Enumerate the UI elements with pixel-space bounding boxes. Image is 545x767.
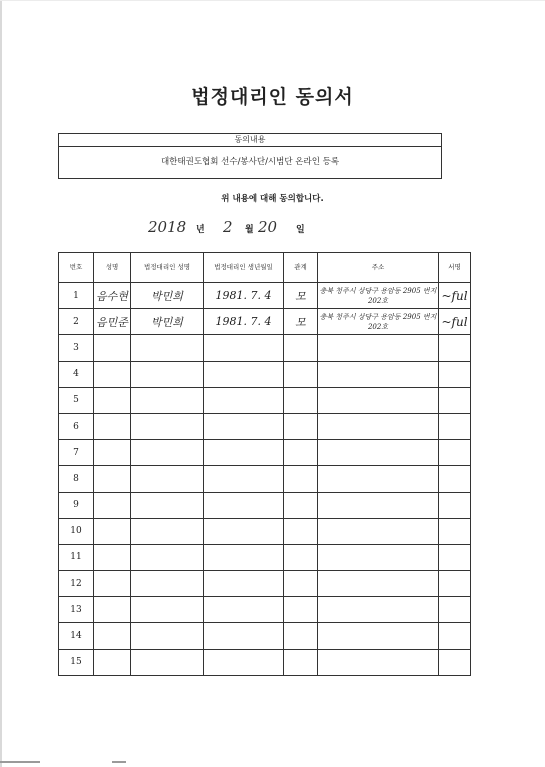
cell-birth: 1981. 7. 4 xyxy=(204,309,284,335)
cell-name xyxy=(94,361,131,387)
cell-name xyxy=(94,492,131,518)
cell-birth xyxy=(204,335,284,361)
cell-guardian xyxy=(131,544,204,570)
cell-guardian xyxy=(131,466,204,492)
cell-relation xyxy=(284,492,318,518)
date-day: 20 xyxy=(258,218,278,236)
cell-signature xyxy=(439,387,471,413)
cell-relation xyxy=(284,544,318,570)
cell-name xyxy=(94,466,131,492)
date-month-unit: 월 xyxy=(245,225,254,235)
scan-bottom-marks xyxy=(0,757,545,767)
cell-relation xyxy=(284,335,318,361)
cell-signature xyxy=(439,597,471,623)
cell-birth xyxy=(204,623,284,649)
cell-no: 4 xyxy=(59,361,94,387)
cell-address xyxy=(318,440,439,466)
cell-address xyxy=(318,518,439,544)
cell-relation xyxy=(284,440,318,466)
date-line xyxy=(148,218,408,240)
cell-no: 2 xyxy=(59,309,94,335)
header-address: 주소 xyxy=(318,253,439,283)
cell-relation xyxy=(284,361,318,387)
cell-guardian xyxy=(131,361,204,387)
cell-address: 충북 청주시 상당구 용암동 2905 번지 202호 xyxy=(318,283,439,309)
cell-relation: 모 xyxy=(284,283,318,309)
cell-address xyxy=(318,361,439,387)
cell-address xyxy=(318,571,439,597)
cell-address xyxy=(318,335,439,361)
cell-signature xyxy=(439,492,471,518)
cell-relation xyxy=(284,597,318,623)
table-row xyxy=(59,440,471,466)
cell-birth xyxy=(204,361,284,387)
cell-relation: 모 xyxy=(284,309,318,335)
cell-guardian xyxy=(131,492,204,518)
consent-body: 대한태권도협회 선수/봉사단/시범단 온라인 등록 xyxy=(160,157,340,167)
table-header-row xyxy=(59,253,471,283)
cell-no: 14 xyxy=(59,623,94,649)
document-title: 법정대리인 동의서 xyxy=(191,86,354,108)
cell-name xyxy=(94,335,131,361)
cell-no: 3 xyxy=(59,335,94,361)
table-row xyxy=(59,623,471,649)
table-row xyxy=(59,518,471,544)
cell-guardian xyxy=(131,387,204,413)
cell-guardian xyxy=(131,623,204,649)
cell-birth xyxy=(204,597,284,623)
cell-signature: ~ful xyxy=(439,283,471,309)
scan-edge-left xyxy=(0,0,2,767)
cell-name xyxy=(94,518,131,544)
header-relation: 관계 xyxy=(284,253,318,283)
cell-name: 음수현 xyxy=(94,283,131,309)
cell-signature xyxy=(439,649,471,675)
cell-no: 15 xyxy=(59,649,94,675)
table-row xyxy=(59,597,471,623)
cell-name xyxy=(94,440,131,466)
cell-birth xyxy=(204,440,284,466)
table-row xyxy=(59,413,471,439)
cell-name xyxy=(94,597,131,623)
cell-guardian xyxy=(131,649,204,675)
cell-relation xyxy=(284,571,318,597)
cell-birth xyxy=(204,518,284,544)
cell-name xyxy=(94,571,131,597)
cell-guardian: 박민희 xyxy=(131,283,204,309)
cell-birth xyxy=(204,413,284,439)
cell-no: 8 xyxy=(59,466,94,492)
cell-no: 12 xyxy=(59,571,94,597)
guardian-table xyxy=(58,252,471,676)
cell-name xyxy=(94,387,131,413)
cell-name xyxy=(94,413,131,439)
cell-signature xyxy=(439,413,471,439)
header-guardian: 법정대리인 성명 xyxy=(131,253,204,283)
cell-relation xyxy=(284,649,318,675)
cell-guardian: 박민희 xyxy=(131,309,204,335)
table-row xyxy=(59,544,471,570)
consent-box xyxy=(58,133,442,179)
cell-no: 9 xyxy=(59,492,94,518)
cell-name xyxy=(94,544,131,570)
cell-no: 6 xyxy=(59,413,94,439)
cell-signature xyxy=(439,361,471,387)
table-row xyxy=(59,361,471,387)
table-row xyxy=(59,571,471,597)
cell-address xyxy=(318,387,439,413)
cell-birth xyxy=(204,544,284,570)
date-day-unit: 일 xyxy=(296,225,305,235)
cell-birth xyxy=(204,571,284,597)
table-row xyxy=(59,387,471,413)
cell-signature xyxy=(439,518,471,544)
scan-edge-top xyxy=(0,0,545,1)
cell-birth xyxy=(204,492,284,518)
table-row xyxy=(59,492,471,518)
table-row xyxy=(59,335,471,361)
cell-birth xyxy=(204,649,284,675)
cell-no: 13 xyxy=(59,597,94,623)
header-no: 번호 xyxy=(59,253,94,283)
cell-signature xyxy=(439,335,471,361)
cell-birth: 1981. 7. 4 xyxy=(204,283,284,309)
cell-no: 5 xyxy=(59,387,94,413)
cell-guardian xyxy=(131,518,204,544)
cell-no: 11 xyxy=(59,544,94,570)
cell-address xyxy=(318,544,439,570)
cell-address xyxy=(318,597,439,623)
cell-guardian xyxy=(131,597,204,623)
cell-signature xyxy=(439,571,471,597)
cell-no: 1 xyxy=(59,283,94,309)
cell-no: 10 xyxy=(59,518,94,544)
cell-guardian xyxy=(131,413,204,439)
cell-guardian xyxy=(131,440,204,466)
cell-name: 음민준 xyxy=(94,309,131,335)
cell-birth xyxy=(204,387,284,413)
date-month: 2 xyxy=(223,218,233,236)
cell-relation xyxy=(284,518,318,544)
table-row xyxy=(59,466,471,492)
cell-address xyxy=(318,492,439,518)
header-name: 성명 xyxy=(94,253,131,283)
cell-relation xyxy=(284,413,318,439)
cell-address xyxy=(318,623,439,649)
cell-signature xyxy=(439,440,471,466)
agree-statement: 위 내용에 대해 동의합니다. xyxy=(221,194,324,204)
header-birth: 법정대리인 생년월일 xyxy=(204,253,284,283)
cell-address: 충북 청주시 상당구 용암동 2905 번지 202호 xyxy=(318,309,439,335)
cell-signature: ~ful xyxy=(439,309,471,335)
cell-signature xyxy=(439,544,471,570)
cell-no: 7 xyxy=(59,440,94,466)
cell-address xyxy=(318,466,439,492)
cell-birth xyxy=(204,466,284,492)
cell-relation xyxy=(284,623,318,649)
cell-relation xyxy=(284,387,318,413)
cell-name xyxy=(94,623,131,649)
cell-address xyxy=(318,413,439,439)
consent-header: 동의내용 xyxy=(59,134,441,147)
cell-signature xyxy=(439,466,471,492)
cell-signature xyxy=(439,623,471,649)
cell-guardian xyxy=(131,571,204,597)
cell-relation xyxy=(284,466,318,492)
date-year: 2018 xyxy=(148,218,187,236)
table-row xyxy=(59,649,471,675)
header-signature: 서명 xyxy=(439,253,471,283)
table-row xyxy=(59,283,471,309)
date-year-unit: 년 xyxy=(196,225,205,235)
cell-name xyxy=(94,649,131,675)
table-row xyxy=(59,309,471,335)
cell-address xyxy=(318,649,439,675)
cell-guardian xyxy=(131,335,204,361)
